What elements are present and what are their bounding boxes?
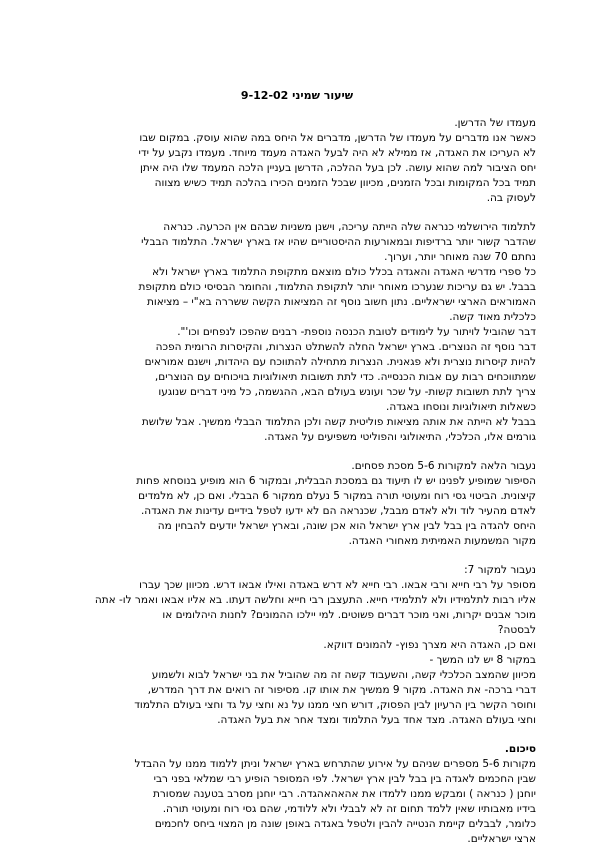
text-line: להיות קיסרות נוצרית ולא פגאנית. הנצרות מתחילה להתווכח עם היהדות, וישנם אמוראים bbox=[144, 356, 536, 368]
text-line: נעבור הלאה למקורות 5-6 מסכת פסחים. bbox=[351, 460, 536, 472]
text-line: ארצי ישראליים. bbox=[467, 833, 536, 845]
text-line: וחוסר הקשר בין הרעיון לבין הפסוק, דורש חצי ממנו על נא וחצי על גד וחצי בעולם התלמוד bbox=[134, 699, 536, 711]
document-body bbox=[58, 116, 536, 742]
text-line: יחס הציבור למה שהוא עושה. לכן בעל ההלכה, הדרשן בעניין הלכה המעמד שלו היה איתן bbox=[139, 162, 536, 174]
text-line: וחצי בעולם האגדה. מצד אחד בעל התלמוד ומצד אחר את בעל האגדה. bbox=[217, 714, 536, 726]
text-line: שמתווכחים רבות עם אבות הכנסייה. כדי לתת תשובות תיאולוגיות בויכוחים עם הנוצרים, bbox=[154, 371, 536, 383]
text-line: לאדם מהעיר לוד ולא לאדם מבבל, שכנראה הם לא ידעו לטפל בידיים עדינות את האגדה. bbox=[140, 505, 536, 517]
text-line: דברי ברכה- את האגדה. מקור 9 ממשיך את אותו קו. מסיפור זה רואים את דרך המדרש, bbox=[147, 684, 536, 696]
paragraph-section bbox=[58, 563, 536, 728]
text-line: האמוראים הארצי ישראליים. נתון חשוב נוסף זה המציאות הקשה ששררה בא"י – מציאות bbox=[147, 296, 536, 308]
text-line: כשאלות תיאולוגיות ונוסחו באגדה. bbox=[386, 401, 536, 413]
text-line: כל ספרי מדרשי האגדה והאגדה בכלל כולם מוצאם מתקופת התלמוד בארץ ישראל ולא bbox=[152, 266, 536, 278]
text-line: דבר שהוביל לויתור על לימודים לטובת הכנסה נוספת- רבנים שהפכו לנפחים וכו'". bbox=[177, 326, 536, 338]
text-line: מוכר אבנים יקרות, ואני מוכר דברים פשוטים. למי יילכו ההמונים? לחנות היהלומים או bbox=[162, 609, 536, 621]
text-line: כאשר אנו מדברים על מעמדו של הדרשן, מדברים אל היחס במה שהוא עוסק. במקום שבו bbox=[139, 132, 536, 144]
text-line: לעסוק בה. bbox=[486, 192, 536, 204]
text-line: במקור 8 יש לנו המשך - bbox=[429, 654, 536, 666]
text-line: כלומר, לבבלים קיימת הנטייה להבין ולטפל באגדה באופן שונה מן המצוי ביחס לחכמים bbox=[154, 818, 536, 830]
text-line: גורמים אלו, הכלכלי, התיאולוגי והפוליטי משפיעים על האגדה. bbox=[264, 431, 536, 443]
text-line: אליו רבות לתלמידיו ולא לתלמידי חייא. התעצבן רבי חייא וחלשה דעתו. בא אליו אבאו ואמר לו- אתה bbox=[94, 594, 536, 606]
text-line: כלכלית מאוד קשה. bbox=[449, 311, 536, 323]
text-line: לתלמוד הירושלמי כנראה שלה הייתה עריכה, וישנן משניות שבהם אין הכרעה. כנראה bbox=[163, 221, 536, 233]
document-page bbox=[58, 88, 536, 847]
summary-heading: סיכום. bbox=[504, 743, 536, 755]
text-line: שבין החכמים לאגדה בין בבל לבין ארץ ישראל. לפי המסופר הופיע רבי שמלאי בפני רבי bbox=[153, 773, 536, 785]
text-line: בבבל. יש גם עריכות שנערכו מאוחר יותר לתקופת התלמוד, והחומר הבסיסי כולם מתקופת bbox=[138, 281, 536, 293]
text-line: הסיפור שמופיע לפנינו יש לו תיעוד גם במסכת הבבלית, ובמקור 6 הוא מופיע בנוסחא פחות bbox=[136, 475, 536, 487]
text-line: קיצונית. הביטוי גסי רוח ומעוטי תורה במקור 5 נעלם ממקור 6 הבבלי. ואם כן, לא מלמדים bbox=[138, 490, 536, 502]
text-line: נעבור למקור 7: bbox=[464, 564, 536, 576]
text-line: דבר נוסף זה הנוצרים. בארץ ישראל החלה להשתלט הנצרות, והקיסרות הרומית הפכה bbox=[155, 341, 536, 353]
text-line: לא העריכו את האגדה, אז ממילא לא היה לבעל האגדה מעמד מיוחד. מעמדו נקבע על ידי bbox=[138, 147, 536, 159]
summary-section bbox=[58, 742, 536, 847]
document-title: שיעור שמיני 9-12-02 bbox=[240, 89, 354, 102]
text-line: ואם כן, האגדה היא מצרך נפוץ- להמונים דווקא. bbox=[323, 639, 536, 651]
text-line: מכיוון שהמצב הכלכלי קשה, והשעבוד קשה זה מה שהוביל את בני ישראל לבוא ולשמוע bbox=[151, 669, 536, 681]
text-line: בבבל לא הייתה את אותה מציאות פוליטית קשה ולכן התלמוד הבבלי ממשיך. אבל שלושת bbox=[141, 416, 536, 428]
text-line: מעמדו של הדרשן. bbox=[454, 117, 536, 129]
paragraph-section bbox=[58, 116, 536, 206]
text-line: מקור המשמעות האמיתית מאחורי האגדה. bbox=[348, 535, 536, 547]
text-line: בידיו מאבותיו שאין ללמד תחום זה לא לבבלי ולא ללודמי, שהם גסי רוח ומעוטי תורה. bbox=[162, 803, 536, 815]
text-line: מסופר על רבי חייא ורבי אבאו. רבי חייא לא דרש באגדה ואילו אבאו דרש. מכיוון שכך עברו bbox=[139, 579, 536, 591]
paragraph-section bbox=[58, 220, 536, 445]
text-line: לבסטה? bbox=[497, 624, 536, 636]
text-line: מקורות 5-6 מספרים שניהם על אירוע שהתרחש בארץ ישראל וניתן ללמוד ממנו על ההבדל bbox=[134, 758, 536, 770]
text-line: שהדבר קשור יותר ברדיפות ובמאורעות ההיסטוריים שהיו אז בארץ ישראל. התלמוד הבבלי bbox=[141, 236, 536, 248]
paragraph-section bbox=[58, 459, 536, 549]
text-line: יוחנן ( כנראה ) ומבקש ממנו ללמדו את אהאהאהגדה. רבי יוחנן מסרב בטענה שמסורת bbox=[152, 788, 536, 800]
summary-body bbox=[58, 757, 536, 847]
text-line: תמיד בכל המקומות ובכל הזמנים, מכיוון שבכל הזמנים הכירו בהלכה תמיד כשיש מצווה bbox=[154, 177, 536, 189]
text-line: צריך לתת תשובות קשות- על שכר ועונש בעולם הבא, ההגשמה, כל מיני דברים שנוגעו bbox=[158, 386, 536, 398]
text-line: נחתם 70 שנה מאוחר יותר, וערוך. bbox=[384, 251, 536, 263]
text-line: היחס להגדה בין בבל לבין ארץ ישראל הוא אכן שונה, ובארץ ישראל יודעים להבחין מה bbox=[157, 520, 536, 532]
